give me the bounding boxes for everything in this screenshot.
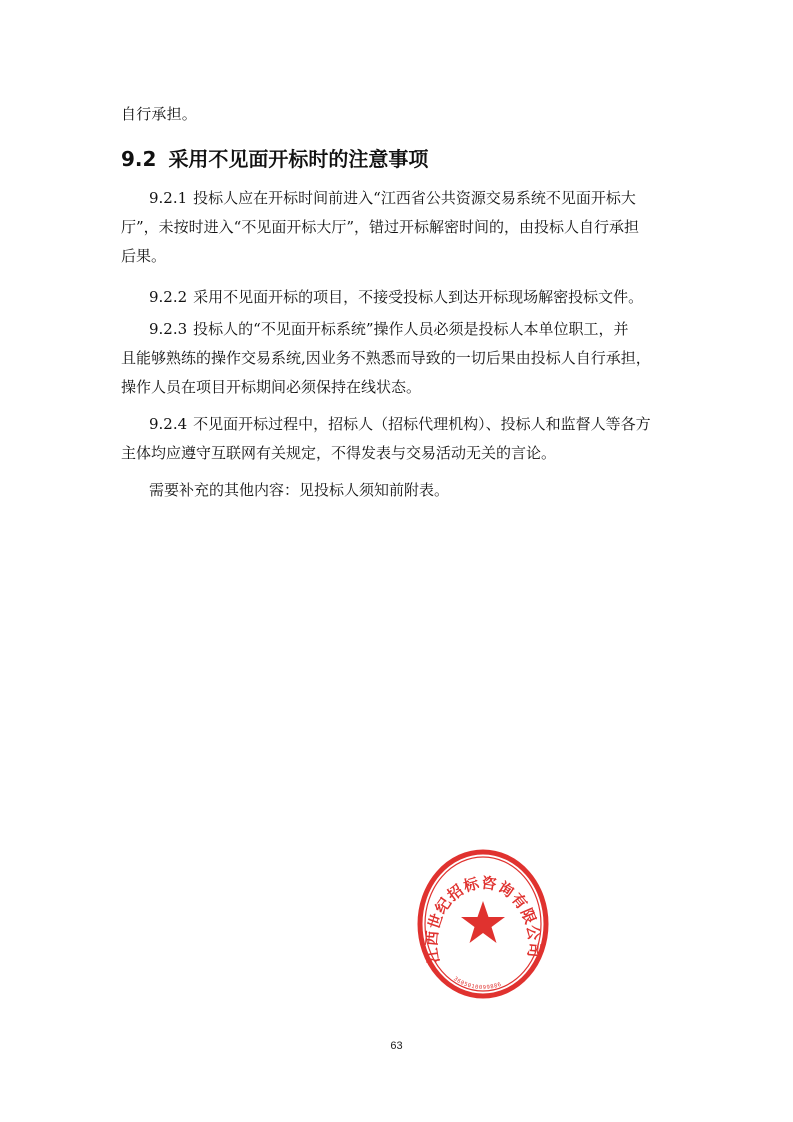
clause-line: 主体均应遵守互联网有关规定，不得发表与交易活动无关的言论。	[121, 444, 557, 462]
clause-number: 9.2.1	[149, 189, 188, 207]
supplement-text: 需要补充的其他内容：见投标人须知前附表。	[149, 481, 450, 499]
clause-number: 9.2.3	[149, 320, 188, 338]
section-number: 9.2	[121, 147, 157, 171]
supplement-paragraph	[121, 476, 676, 505]
clause-9-2-4	[121, 410, 676, 468]
section-title: 采用不见面开标时的注意事项	[168, 147, 429, 171]
page-number: 63	[390, 1040, 403, 1052]
clause-line	[121, 315, 676, 344]
clause-9-2-2	[121, 283, 676, 312]
clause-number: 9.2.4	[149, 415, 188, 433]
clause-text: 不见面开标过程中，招标人（招标代理机构）、投标人和监督人等各方	[193, 415, 651, 433]
clause-line: 且能够熟练的操作交易系统,因业务不熟悉而导致的一切后果由投标人自行承担，	[121, 349, 651, 367]
carryover-line: 自行承担。	[121, 105, 198, 123]
seal-company-textpath: 江西世纪招标咨询有限公司	[422, 873, 544, 965]
clause-line: 厅”，未按时进入“不见面开标大厅”，错过开标解密时间的，由投标人自行承担	[121, 218, 640, 236]
clause-line: 操作人员在项目开标期间必须保持在线状态。	[121, 378, 422, 396]
clause-line	[121, 410, 676, 439]
clause-number: 9.2.2	[149, 288, 188, 306]
clause-line	[121, 184, 676, 213]
seal-star-icon	[461, 901, 505, 943]
clause-9-2-3	[121, 315, 676, 402]
clause-text: 采用不见面开标的项目，不接受投标人到达开标现场解密投标文件。	[193, 288, 644, 306]
carryover-text	[121, 100, 671, 129]
clause-line: 后果。	[121, 247, 167, 265]
clause-text: 投标人的“不见面开标系统”操作人员必须是投标人本单位职工，并	[193, 320, 629, 338]
clause-9-2-1	[121, 184, 676, 271]
section-heading	[121, 144, 428, 174]
clause-text: 投标人应在开标时间前进入“江西省公共资源交易系统不见面开标大	[193, 189, 636, 207]
company-seal	[414, 846, 552, 1002]
seal-code-textpath: 3605010099886	[452, 976, 503, 992]
clause-line	[121, 283, 676, 312]
